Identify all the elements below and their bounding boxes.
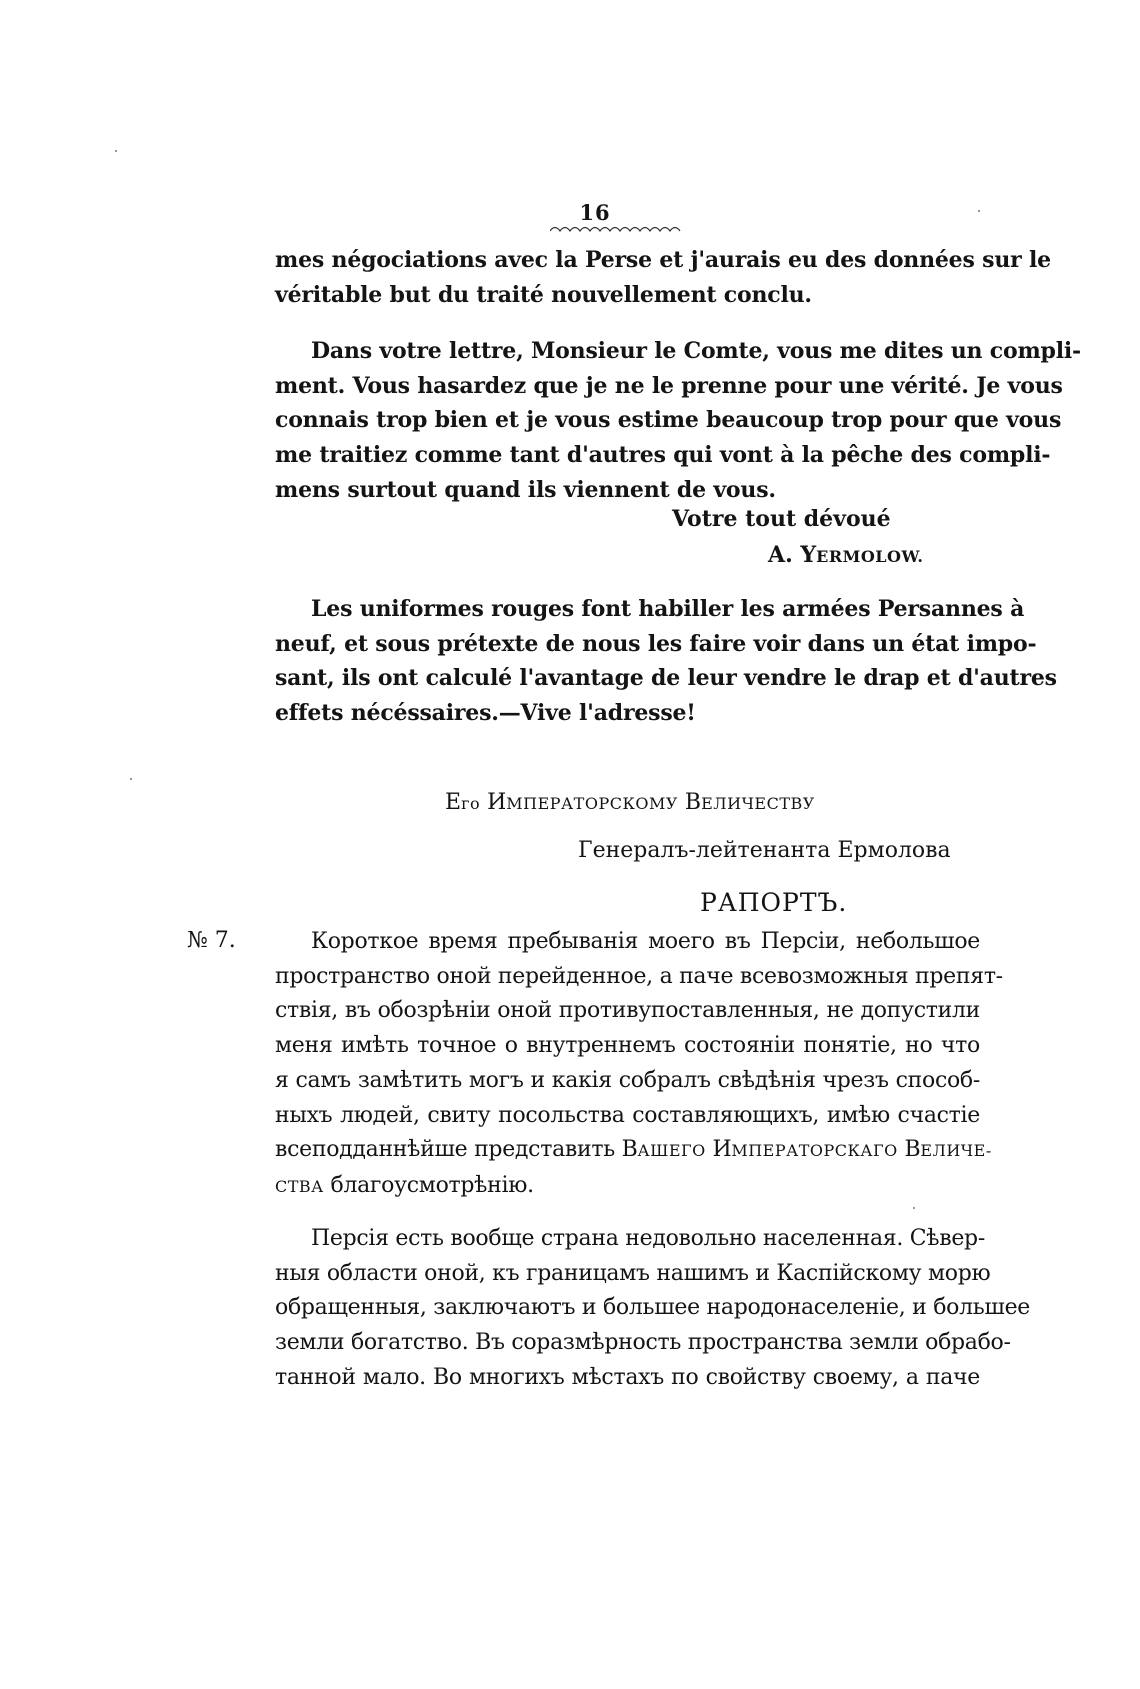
text-line: обращенныя, заключаютъ и большее народонаселеніе, и большее [275, 1295, 1031, 1321]
scan-speck [913, 1207, 915, 1209]
text-line: véritable but du traité nouvellement conclu. [275, 281, 812, 308]
text-line: СТВА благоусмотрѣнію. [275, 1172, 534, 1198]
text-line: танной мало. Во многихъ мѣстахъ по свойству своему, а паче [275, 1364, 980, 1390]
report-addressee: Его ИМПЕРАТОРСКОМУ ВЕЛИЧЕСТВУ [445, 790, 815, 815]
text-line: Короткое время пребыванія моего въ Персіи, небольшое [311, 929, 980, 954]
text-line: Персія есть вообще страна недовольно населенная. Сѣвер- [311, 1226, 985, 1251]
text-line: Dans votre lettre, Monsieur le Comte, vous me dites un compli- [311, 338, 1081, 364]
text-line: effets nécéssaires.—Vive l'adresse! [275, 700, 696, 727]
text-line: меня имѣть точное о внутреннемъ состояніи понятіе, но что [275, 1033, 980, 1059]
report-paragraph-1 [275, 925, 1003, 1205]
text-line: mens surtout quand ils viennent de vous. [275, 476, 776, 503]
text-line: connais trop bien et je vous estime beaucoup trop pour que vous [275, 407, 1062, 434]
text-line: neuf, et sous prétexte de nous les faire voir dans un état impo- [275, 630, 1037, 657]
report-title: РАПОРТЪ. [700, 888, 848, 917]
letter-paragraph-1 [275, 243, 1051, 312]
report-from: Генералъ-лейтенанта Ермолова [578, 838, 951, 863]
scan-speck [115, 150, 117, 152]
text-line: ствія, въ обозрѣніи оной противупоставленныя, не допустили [275, 998, 980, 1024]
text-line: ment. Vous hasardez que je ne le prenne pour une vérité. Je vous [275, 372, 1063, 399]
scan-speck [978, 210, 980, 212]
scan-speck [130, 778, 132, 780]
document-number: № 7. [187, 928, 236, 953]
text-line: me traitiez comme tant d'autres qui vont à la pêche des compli- [275, 442, 1051, 469]
page-number-ornament [550, 223, 685, 233]
text-line: ныхъ людей, свиту посольства составляющихъ, имѣю счастіе [275, 1102, 980, 1128]
signature-cap: Y [800, 542, 817, 568]
signature-rest: ERMOLOW. [816, 547, 924, 566]
text-line: mes négociations avec la Perse et j'aurais eu des données sur le [275, 247, 1051, 273]
letter-closing: Votre tout dévoué [672, 506, 891, 532]
postscript-paragraph [275, 592, 1057, 731]
letter-paragraph-2 [275, 334, 1081, 508]
text-line: ныя области оной, къ границамъ нашимъ и Каспійскому морю [275, 1260, 991, 1286]
text-line: земли богатство. Въ соразмѣрность пространства земли обрабо- [275, 1330, 1011, 1356]
text-line: всеподданнѣйше представить ВАШЕГО ИМПЕРАТОРСКАГО ВЕЛИЧЕ- [275, 1137, 992, 1163]
signature-initial: A. [768, 542, 793, 568]
page-number: 16 [579, 200, 611, 225]
text-line: Les uniformes rouges font habiller les armées Persannes à [311, 596, 1025, 622]
letter-signature [768, 542, 924, 568]
text-line: sant, ils ont calculé l'avantage de leur vendre le drap et d'autres [275, 665, 1057, 692]
text-line: я самъ замѣтить могъ и какія собралъ свѣдѣнія чрезъ способ- [275, 1067, 980, 1093]
text-line: пространство оной перейденное, а паче всевозможныя препят- [275, 963, 1003, 989]
report-paragraph-2 [275, 1222, 1031, 1396]
